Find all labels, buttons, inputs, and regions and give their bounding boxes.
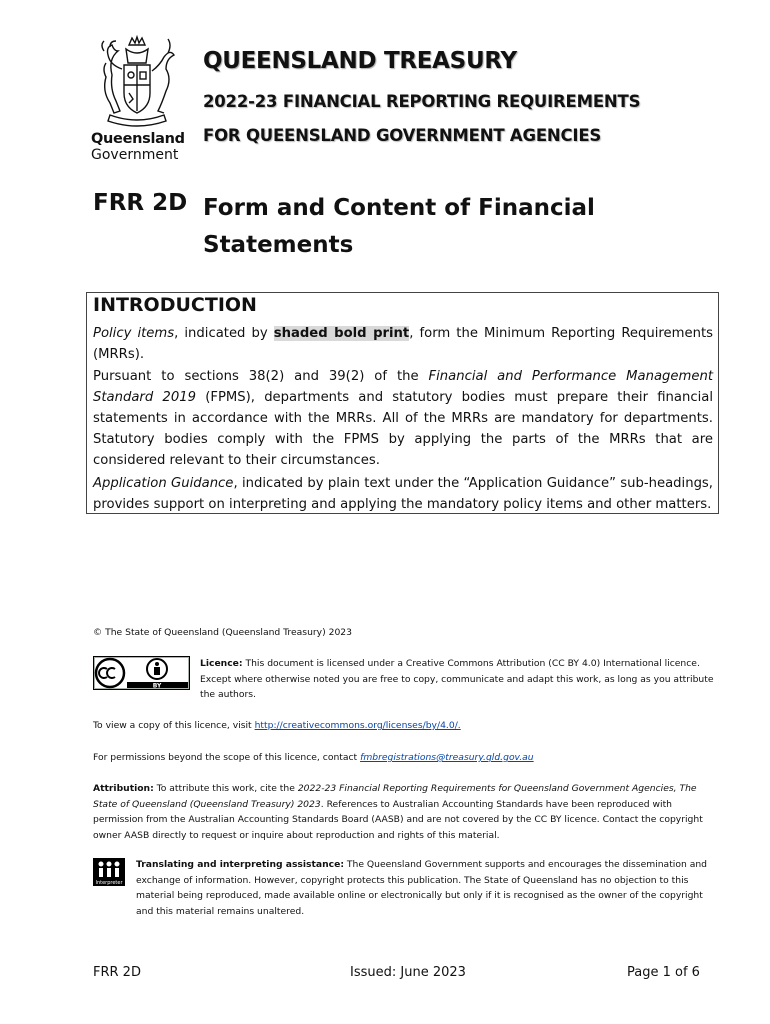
interpreter-icon bbox=[93, 858, 125, 886]
footer-issued-date: Issued: June 2023 bbox=[350, 965, 466, 980]
cc-by-label: BY bbox=[152, 682, 162, 690]
policy-items-term: Policy items bbox=[93, 326, 175, 341]
intro-paragraph-guidance: Application Guidance, indicated by plain text under the “Application Guidance” sub-headings, provides support on interpreting and applying the mandatory policy items and other matters. bbox=[93, 476, 713, 512]
permissions-line: For permissions beyond the scope of this licence, contact fmbregistrations@treasury.qld.gov.au bbox=[93, 752, 534, 763]
view-licence-line: To view a copy of this licence, visit http://creativecommons.org/licenses/by/4.0/. bbox=[93, 720, 461, 731]
fpms-standard-title: Financial and Performance Management Standard 2019 bbox=[93, 369, 713, 405]
intro-paragraph-policy: Policy items, indicated by shaded bold print, form the Minimum Reporting Requirements (MRRs). bbox=[93, 326, 714, 362]
queensland-government-logo bbox=[88, 35, 184, 165]
licence-link[interactable]: http://creativecommons.org/licenses/by/4.0/. bbox=[254, 720, 461, 731]
permissions-email-link[interactable]: fmbregistrations@treasury.qld.gov.au bbox=[360, 752, 534, 763]
queensland-coat-of-arms-icon bbox=[96, 35, 178, 131]
application-guidance-term: Application Guidance bbox=[93, 476, 234, 491]
report-title-line2: FOR QUEENSLAND GOVERNMENT AGENCIES bbox=[203, 126, 602, 145]
interpreter-icon-label: Interpreter bbox=[95, 880, 123, 886]
logo-word-queensland: Queensland bbox=[91, 131, 185, 147]
copyright-notice: © The State of Queensland (Queensland Treasury) 2023 bbox=[93, 627, 352, 638]
introduction-heading: INTRODUCTION bbox=[93, 294, 257, 316]
footer-doc-code: FRR 2D bbox=[93, 965, 141, 980]
introduction-box bbox=[86, 292, 719, 514]
intro-paragraph-fpms: Pursuant to sections 38(2) and 39(2) of the Financial and Performance Management Standard 2019 (FPMS), departments and statutory bodies must prepare their financial statements in accordance with the MRRs. All of the MRRs are mandatory for departments. Statutory bodies comply with the FPMS by applying the parts of the MRRs that are considered relevant to their circumstances. bbox=[93, 369, 713, 468]
report-title-line1: 2022-23 FINANCIAL REPORTING REQUIREMENTS bbox=[203, 92, 641, 111]
licence-text: Licence: This document is licensed under a Creative Commons Attribution (CC BY 4.0) International licence. Except where otherwise noted you are free to copy, communicate and adapt this work, as long as you attribute the authors. bbox=[200, 658, 714, 700]
frr-code: FRR 2D bbox=[93, 190, 188, 216]
frr-title: Form and Content of Financial Statements bbox=[203, 195, 595, 258]
org-title: QUEENSLAND TREASURY bbox=[203, 48, 517, 74]
footer-page-number: Page 1 of 6 bbox=[627, 965, 700, 980]
interpreting-assistance-text: Translating and interpreting assistance: The Queensland Government supports and encourages the dissemination and exchange of information. However, copyright protects this publication. The State of Queensland has no objection to this material being reproduced, made available online or electronically but only if it is recognised as the owner of the copyright and this material remains unaltered. bbox=[136, 859, 707, 917]
attribution-text: Attribution: To attribute this work, cite the 2022-23 Financial Reporting Requirements for Queensland Government Agencies, The State of Queensland (Queensland Treasury) 2023. References to Australian Accounting Standards have been reproduced with permission from the Australian Accounting Standards Board (AASB) and are not covered by the CC BY licence. Contact the copyright owner AASB directly to request or inquire about reproduction and rights of this material. bbox=[93, 783, 703, 841]
creative-commons-by-icon bbox=[93, 656, 190, 690]
logo-word-government: Government bbox=[91, 147, 179, 163]
shaded-bold-print: shaded bold print bbox=[273, 326, 410, 341]
